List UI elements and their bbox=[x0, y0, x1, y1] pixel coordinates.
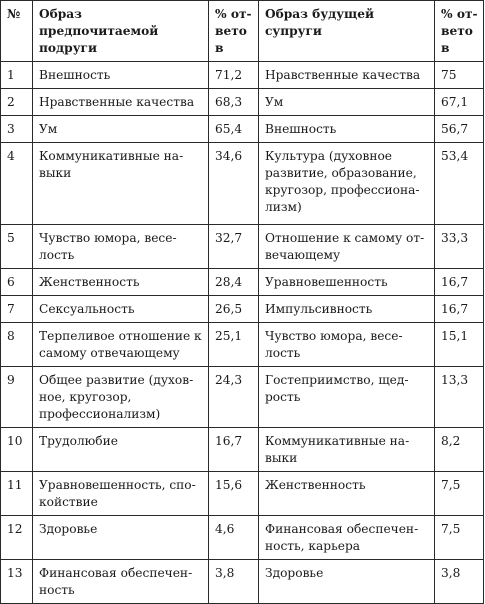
row-number: 10 bbox=[1, 428, 33, 472]
wife-percent: 16,7 bbox=[435, 269, 484, 296]
table-row bbox=[1, 62, 484, 89]
girlfriend-trait: Внешность bbox=[33, 62, 209, 89]
girlfriend-trait: Чувство юмора, веселость bbox=[33, 225, 209, 269]
wife-percent: 53,4 bbox=[435, 143, 484, 225]
table-row bbox=[1, 472, 484, 516]
row-number: 13 bbox=[1, 560, 33, 604]
table-row bbox=[1, 269, 484, 296]
wife-percent: 16,7 bbox=[435, 296, 484, 323]
girlfriend-percent: 24,3 bbox=[209, 367, 259, 428]
table-row bbox=[1, 323, 484, 367]
table-body bbox=[1, 62, 484, 604]
girlfriend-percent: 3,8 bbox=[209, 560, 259, 604]
girlfriend-percent: 68,3 bbox=[209, 89, 259, 116]
wife-trait: Внешность bbox=[259, 116, 435, 143]
girlfriend-trait: Общее развитие (духовное, кругозор, профессионализм) bbox=[33, 367, 209, 428]
girlfriend-trait: Нравственные качества bbox=[33, 89, 209, 116]
girlfriend-percent: 26,5 bbox=[209, 296, 259, 323]
wife-trait: Финансовая обеспеченность, карьера bbox=[259, 516, 435, 560]
girlfriend-percent: 4,6 bbox=[209, 516, 259, 560]
row-number: 6 bbox=[1, 269, 33, 296]
girlfriend-percent: 32,7 bbox=[209, 225, 259, 269]
girlfriend-percent: 16,7 bbox=[209, 428, 259, 472]
wife-percent: 8,2 bbox=[435, 428, 484, 472]
girlfriend-trait: Женственность bbox=[33, 269, 209, 296]
wife-trait: Отношение к самому отвечающему bbox=[259, 225, 435, 269]
wife-trait: Культура (духовное развитие, образование, кругозор, профессионализм) bbox=[259, 143, 435, 225]
girlfriend-percent: 65,4 bbox=[209, 116, 259, 143]
wife-percent: 33,3 bbox=[435, 225, 484, 269]
wife-trait: Нравственные качества bbox=[259, 62, 435, 89]
row-number: 7 bbox=[1, 296, 33, 323]
row-number: 11 bbox=[1, 472, 33, 516]
wife-percent: 67,1 bbox=[435, 89, 484, 116]
wife-trait: Чувство юмора, веселость bbox=[259, 323, 435, 367]
wife-trait: Коммуникативные навыки bbox=[259, 428, 435, 472]
row-number: 12 bbox=[1, 516, 33, 560]
wife-percent: 3,8 bbox=[435, 560, 484, 604]
girlfriend-trait: Коммуникативные навыки bbox=[33, 143, 209, 225]
table-row bbox=[1, 296, 484, 323]
table-row bbox=[1, 89, 484, 116]
wife-percent: 56,7 bbox=[435, 116, 484, 143]
wife-trait: Уравновешенность bbox=[259, 269, 435, 296]
table-row bbox=[1, 367, 484, 428]
header-wife-percent: % ответов bbox=[435, 1, 484, 62]
table-row bbox=[1, 428, 484, 472]
girlfriend-percent: 25,1 bbox=[209, 323, 259, 367]
header-girlfriend-percent: % ответов bbox=[209, 1, 259, 62]
row-number: 1 bbox=[1, 62, 33, 89]
row-number: 9 bbox=[1, 367, 33, 428]
table-row bbox=[1, 516, 484, 560]
wife-trait: Гостеприимство, щедрость bbox=[259, 367, 435, 428]
row-number: 4 bbox=[1, 143, 33, 225]
wife-percent: 15,1 bbox=[435, 323, 484, 367]
table-row bbox=[1, 560, 484, 604]
girlfriend-trait: Сексуальность bbox=[33, 296, 209, 323]
girlfriend-trait: Трудолюбие bbox=[33, 428, 209, 472]
table-row bbox=[1, 116, 484, 143]
header-wife-image: Образ будущей супруги bbox=[259, 1, 435, 62]
girlfriend-trait: Терпеливое отношение к самому отвечающему bbox=[33, 323, 209, 367]
table-row bbox=[1, 225, 484, 269]
table-row bbox=[1, 143, 484, 225]
girlfriend-trait: Здоровье bbox=[33, 516, 209, 560]
wife-trait: Здоровье bbox=[259, 560, 435, 604]
girlfriend-trait: Ум bbox=[33, 116, 209, 143]
girlfriend-percent: 71,2 bbox=[209, 62, 259, 89]
wife-trait: Женственность bbox=[259, 472, 435, 516]
girlfriend-percent: 28,4 bbox=[209, 269, 259, 296]
wife-percent: 7,5 bbox=[435, 472, 484, 516]
header-number: № bbox=[1, 1, 33, 62]
header-girlfriend-image: Образ предпочитаемой подруги bbox=[33, 1, 209, 62]
wife-percent: 13,3 bbox=[435, 367, 484, 428]
wife-trait: Ум bbox=[259, 89, 435, 116]
girlfriend-percent: 34,6 bbox=[209, 143, 259, 225]
wife-percent: 75 bbox=[435, 62, 484, 89]
girlfriend-percent: 15,6 bbox=[209, 472, 259, 516]
girlfriend-trait: Финансовая обеспеченность bbox=[33, 560, 209, 604]
wife-trait: Импульсивность bbox=[259, 296, 435, 323]
girlfriend-trait: Уравновешенность, спокойствие bbox=[33, 472, 209, 516]
table-header-row bbox=[1, 1, 484, 62]
row-number: 5 bbox=[1, 225, 33, 269]
wife-percent: 7,5 bbox=[435, 516, 484, 560]
row-number: 2 bbox=[1, 89, 33, 116]
row-number: 3 bbox=[1, 116, 33, 143]
row-number: 8 bbox=[1, 323, 33, 367]
